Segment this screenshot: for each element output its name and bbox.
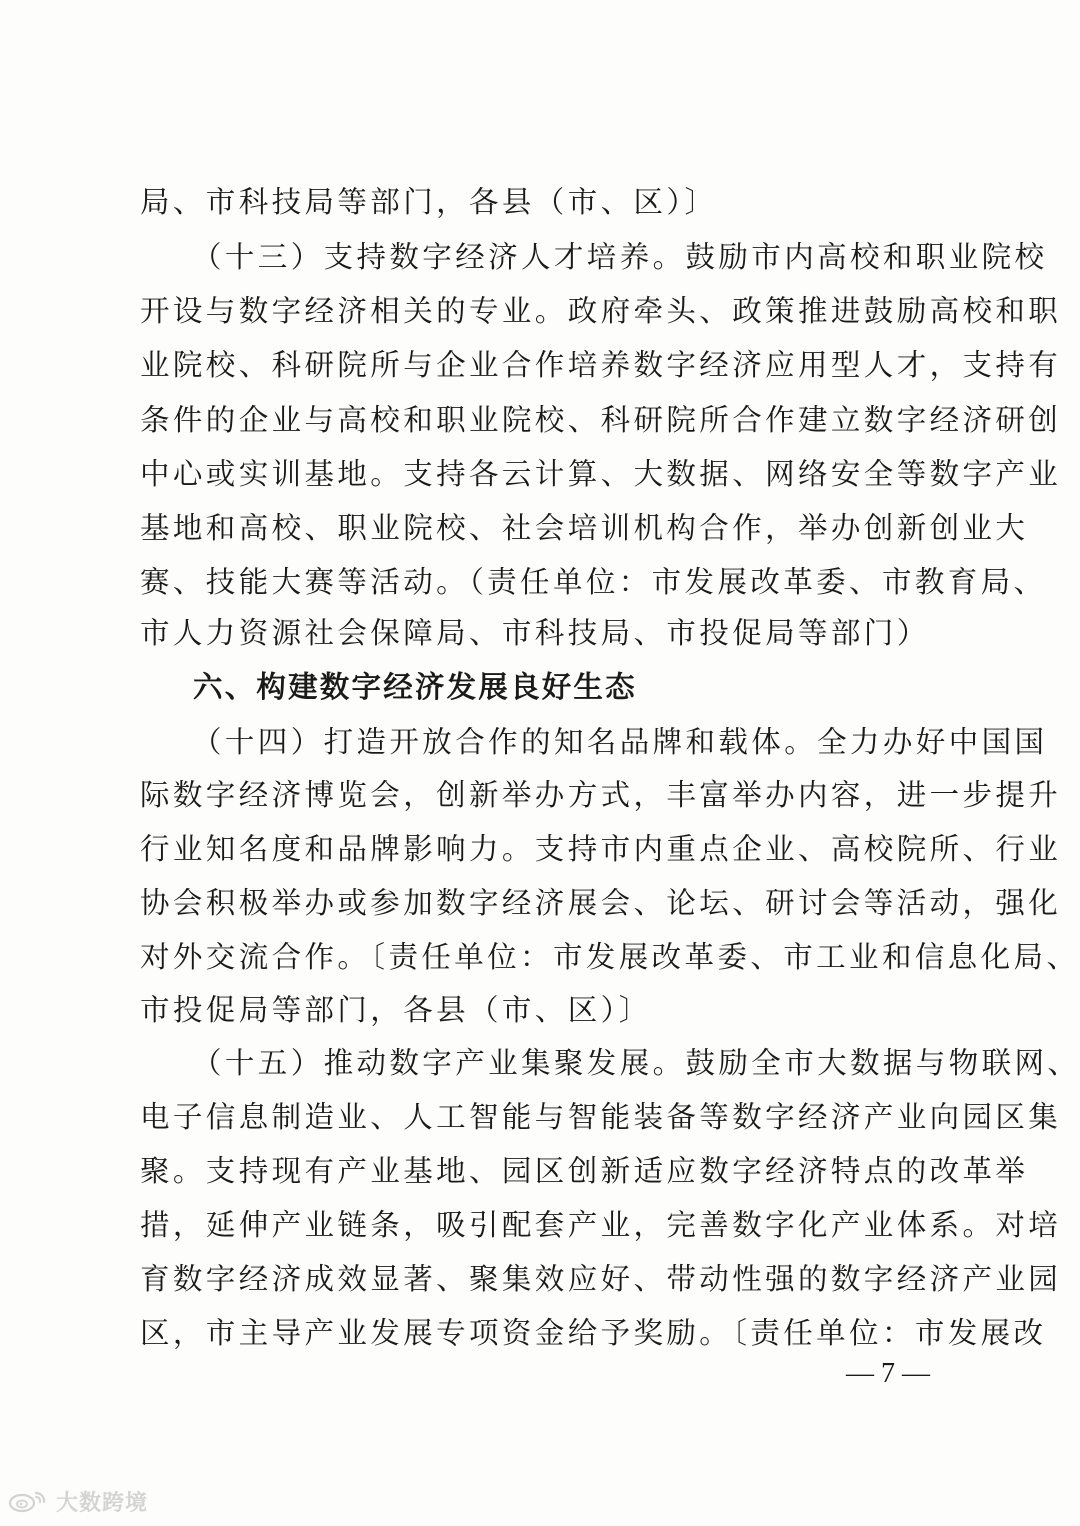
watermark-text: 大数跨境	[56, 1490, 149, 1516]
text-line-7: 基地和高校、职业院校、社会培训机构合作，举办创新创业大	[140, 511, 1029, 545]
weibo-logo-icon	[8, 1488, 52, 1514]
text-line-5: 条件的企业与高校和职业院校、科研院所合作建立数字经济研创	[140, 403, 1062, 437]
section-heading: 六、构建数字经济发展良好生态	[193, 670, 637, 704]
text-line-12: 际数字经济博览会，创新举办方式，丰富举办内容，进一步提升	[140, 778, 1062, 812]
text-line-9: 市人力资源社会保障局、市科技局、市投促局等部门）	[140, 616, 930, 650]
text-line-1: 局、市科技局等部门，各县（市、区）〕	[140, 185, 718, 219]
text-line-17: （十五）推动数字产业集聚发展。鼓励全市大数据与物联网、	[192, 1046, 1080, 1080]
text-line-13: 行业知名度和品牌影响力。支持市内重点企业、高校院所、行业	[140, 832, 1062, 866]
text-line-15: 对外交流合作。〔责任单位：市发展改革委、市工业和信息化局、	[140, 940, 1080, 974]
text-line-3: 开设与数字经济相关的专业。政府牵头、政策推进鼓励高校和职	[140, 294, 1062, 328]
text-line-4: 业院校、科研院所与企业合作培养数字经济应用型人才，支持有	[140, 348, 1062, 382]
text-line-2: （十三）支持数字经济人才培养。鼓励市内高校和职业院校	[192, 240, 1048, 274]
text-line-6: 中心或实训基地。支持各云计算、大数据、网络安全等数字产业	[140, 457, 1062, 491]
text-line-21: 育数字经济成效显著、聚集效应好、带动性强的数字经济产业园	[140, 1262, 1062, 1296]
watermark	[8, 1486, 148, 1516]
text-line-8: 赛、技能大赛等活动。（责任单位：市发展改革委、市教育局、	[140, 565, 1047, 599]
text-line-11: （十四）打造开放合作的知名品牌和载体。全力办好中国国	[192, 725, 1048, 759]
text-line-22: 区，市主导产业发展专项资金给予奖励。〔责任单位：市发展改	[140, 1316, 1047, 1350]
text-line-20: 措，延伸产业链条，吸引配套产业，完善数字化产业体系。对培	[140, 1208, 1062, 1242]
text-line-19: 聚。支持现有产业基地、园区创新适应数字经济特点的改革举	[140, 1154, 1029, 1188]
page-number: — 7 —	[846, 1358, 930, 1389]
text-line-16: 市投促局等部门，各县（市、区）〕	[140, 993, 652, 1027]
text-line-14: 协会积极举办或参加数字经济展会、论坛、研讨会等活动，强化	[140, 886, 1062, 920]
text-line-18: 电子信息制造业、人工智能与智能装备等数字经济产业向园区集	[140, 1100, 1062, 1134]
